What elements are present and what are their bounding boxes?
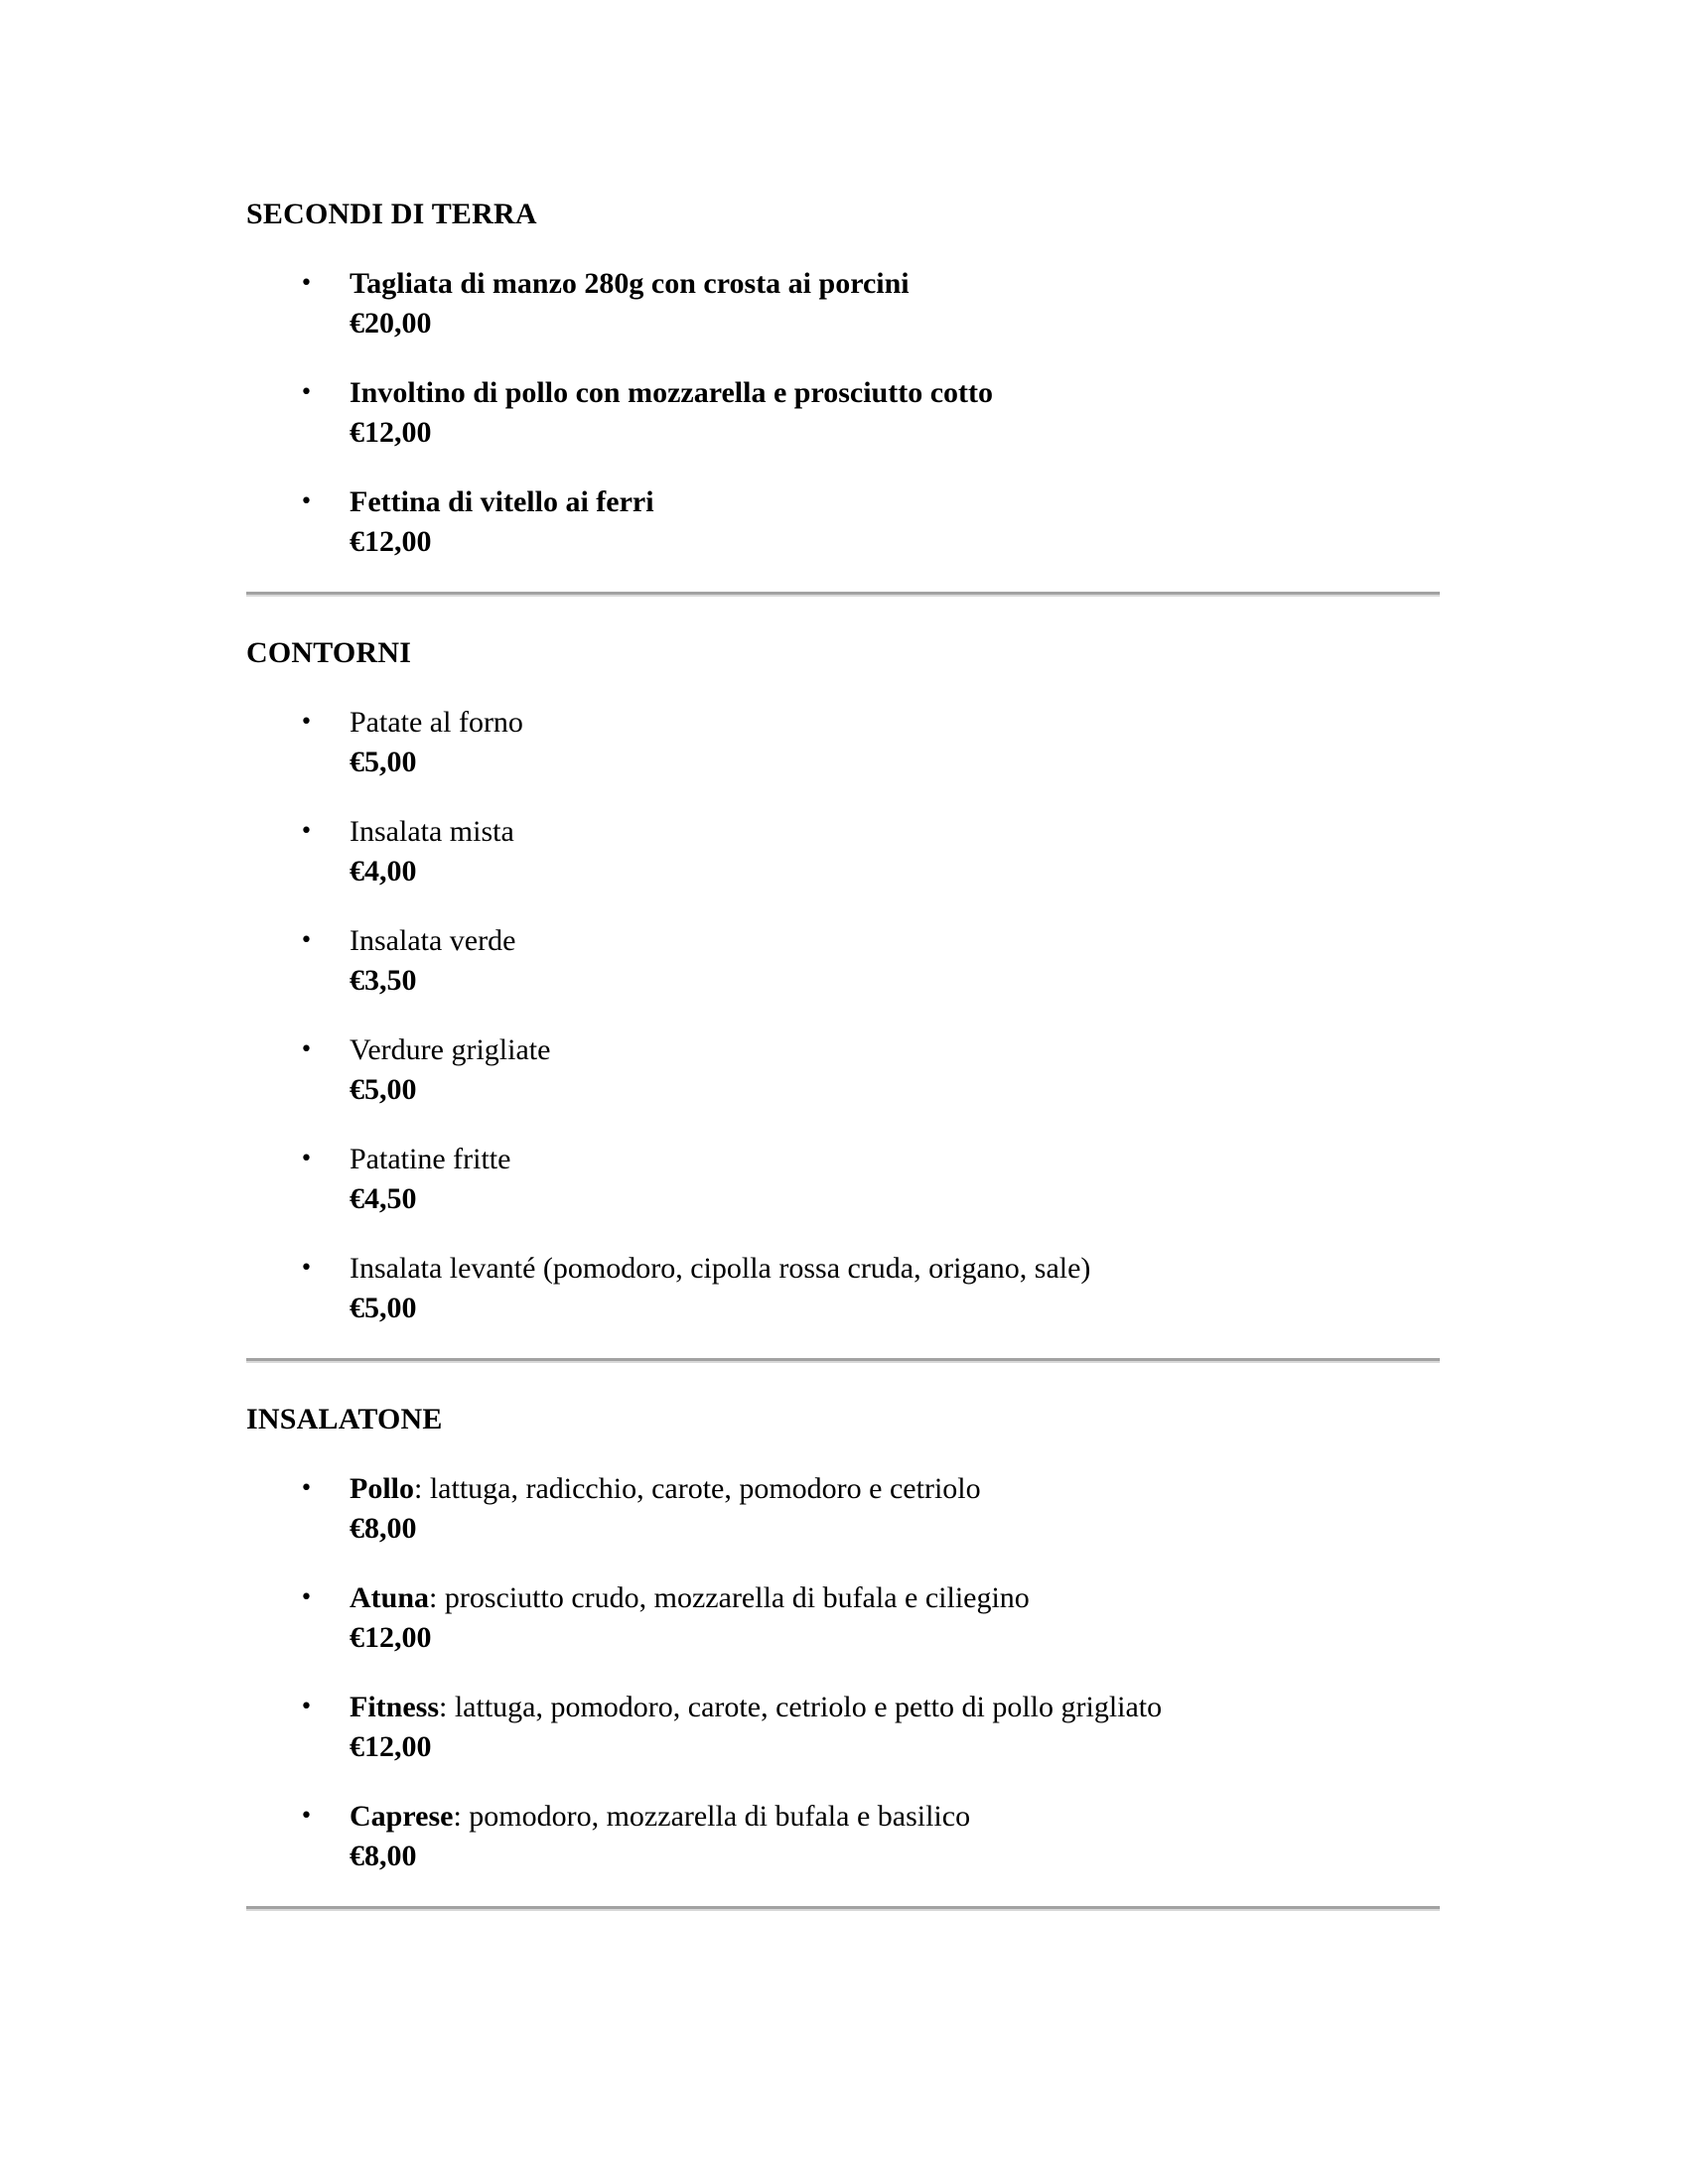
menu-list <box>246 264 1440 562</box>
item-name: Patatine fritte <box>350 1143 511 1175</box>
section-title: CONTORNI <box>246 636 412 669</box>
item-price: €8,00 <box>350 1512 417 1545</box>
item-price: €12,00 <box>350 1621 432 1654</box>
bullet-icon: • <box>300 1256 313 1281</box>
item-description: : lattuga, radicchio, carote, pomodoro e cetriolo <box>414 1472 981 1505</box>
item-price: €12,00 <box>350 416 432 449</box>
item-price: €3,50 <box>350 964 417 997</box>
item-name: Involtino di pollo con mozzarella e prosciutto cotto <box>350 376 994 409</box>
bullet-icon: • <box>300 1804 313 1829</box>
menu-section-secondi-di-terra <box>246 195 1440 562</box>
menu-item <box>246 1140 1440 1219</box>
menu-item <box>246 1797 1440 1876</box>
item-price: €12,00 <box>350 525 432 558</box>
item-name: Insalata verde <box>350 924 516 957</box>
section-title: INSALATONE <box>246 1403 443 1435</box>
menu-item <box>246 703 1440 782</box>
menu-item <box>246 1469 1440 1549</box>
item-name: Patate al forno <box>350 706 523 739</box>
section-title: SECONDI DI TERRA <box>246 198 537 230</box>
item-price: €5,00 <box>350 1073 417 1106</box>
bullet-icon: • <box>300 1695 313 1719</box>
menu-item <box>246 921 1440 1001</box>
item-name: Verdure grigliate <box>350 1033 551 1066</box>
item-name <box>350 1688 1162 1727</box>
bullet-icon: • <box>300 928 313 953</box>
menu-item <box>246 1578 1440 1658</box>
item-price: €5,00 <box>350 1292 417 1324</box>
item-name: Tagliata di manzo 280g con crosta ai porcini <box>350 267 910 300</box>
item-lead: Caprese <box>350 1800 454 1833</box>
item-price: €20,00 <box>350 307 432 340</box>
item-price: €4,00 <box>350 855 417 887</box>
menu-item <box>246 482 1440 562</box>
menu-item <box>246 264 1440 343</box>
bullet-icon: • <box>300 710 313 735</box>
item-name: Insalata mista <box>350 815 514 848</box>
item-price: €4,50 <box>350 1182 417 1215</box>
menu-item <box>246 1030 1440 1110</box>
item-description: : lattuga, pomodoro, carote, cetriolo e petto di pollo grigliato <box>439 1691 1163 1723</box>
menu-section-contorni <box>246 633 1440 1328</box>
bullet-icon: • <box>300 489 313 514</box>
bullet-icon: • <box>300 1037 313 1062</box>
menu-section-insalatone <box>246 1400 1440 1876</box>
bullet-icon: • <box>300 1147 313 1171</box>
horizontal-rule <box>246 1906 1440 1911</box>
bullet-icon: • <box>300 819 313 844</box>
item-name <box>350 1469 981 1509</box>
horizontal-rule <box>246 592 1440 597</box>
item-lead: Fitness <box>350 1691 439 1723</box>
item-name: Insalata levanté (pomodoro, cipolla rossa cruda, origano, sale) <box>350 1252 1091 1285</box>
item-lead: Pollo <box>350 1472 414 1505</box>
menu-item <box>246 1688 1440 1767</box>
item-price: €8,00 <box>350 1840 417 1872</box>
item-name: Fettina di vitello ai ferri <box>350 485 654 518</box>
bullet-icon: • <box>300 271 313 296</box>
bullet-icon: • <box>300 1476 313 1501</box>
bullet-icon: • <box>300 1585 313 1610</box>
menu-list <box>246 1469 1440 1876</box>
item-name <box>350 1797 970 1837</box>
item-lead: Atuna <box>350 1581 430 1614</box>
item-price: €5,00 <box>350 746 417 778</box>
item-description: : pomodoro, mozzarella di bufala e basilico <box>453 1800 971 1833</box>
item-description: : prosciutto crudo, mozzarella di bufala e ciliegino <box>429 1581 1030 1614</box>
bullet-icon: • <box>300 380 313 405</box>
item-price: €12,00 <box>350 1730 432 1763</box>
menu-item <box>246 373 1440 453</box>
item-name <box>350 1578 1030 1618</box>
menu-item <box>246 1249 1440 1328</box>
horizontal-rule <box>246 1358 1440 1363</box>
menu-item <box>246 812 1440 891</box>
menu-list <box>246 703 1440 1328</box>
